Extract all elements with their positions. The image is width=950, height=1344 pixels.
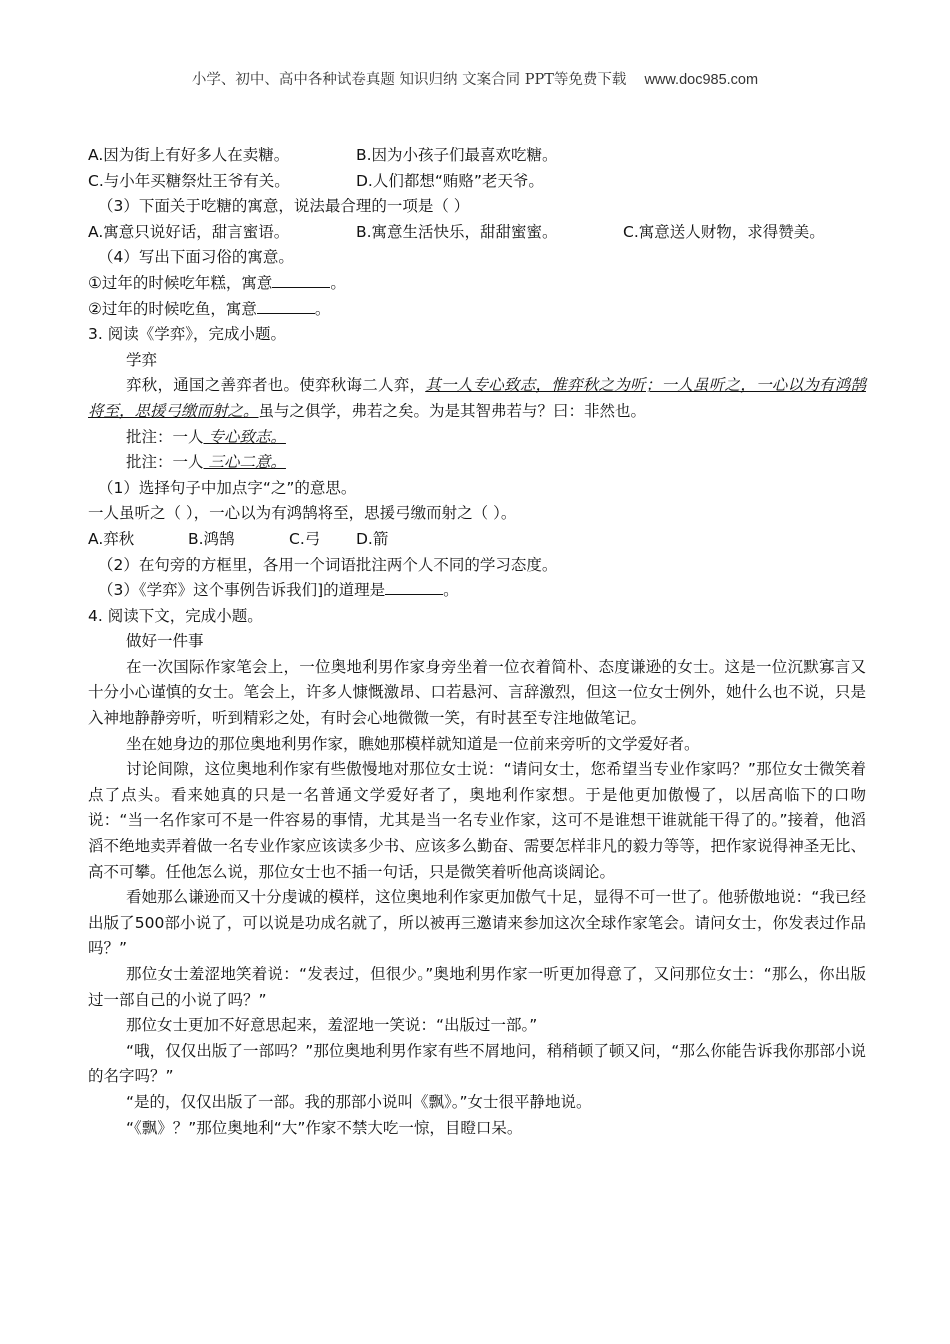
q3-sub-1-options bbox=[88, 527, 866, 553]
q4-paragraph: “是的，仅仅出版了一部。我的那部小说叫《飘》。”女士很平静地说。 bbox=[126, 1092, 592, 1111]
q3-note-2 bbox=[88, 450, 866, 476]
header-text: 小学、初中、高中各种试卷真题 知识归纳 文案合同 PPT等免费下载 bbox=[191, 72, 627, 88]
q3-passage bbox=[88, 373, 866, 424]
answer-blank[interactable] bbox=[272, 273, 330, 288]
answer-blank[interactable] bbox=[257, 299, 315, 314]
q2-4-item-1 bbox=[88, 271, 866, 297]
q4-paragraph: 坐在她身边的那位奥地利男作家，瞧她那模样就知道是一位前来旁听的文学爱好者。 bbox=[126, 734, 700, 753]
note-label: 批注：一人 bbox=[126, 427, 204, 446]
item-text: ②过年的时候吃鱼，寓意 bbox=[88, 299, 257, 318]
q3-sub-1: （1）选择句子中加点字“之”的意思。 bbox=[98, 478, 357, 497]
q3-sub-2: （2）在句旁的方框里，各用一个词语批注两个人不同的学习态度。 bbox=[98, 555, 558, 574]
item-end: 。 bbox=[314, 299, 331, 318]
option-b: B.鸿鹄 bbox=[188, 529, 235, 548]
q2-4-stem: （4）写出下面习俗的寓意。 bbox=[98, 248, 294, 267]
option-a: A.因为街上有好多人在卖糖。 bbox=[88, 146, 290, 164]
q2-options-row-2 bbox=[88, 169, 866, 195]
sub-end: 。 bbox=[443, 581, 459, 600]
note-answer: 三心二意。 bbox=[203, 453, 286, 472]
q2-3-stem: （3）下面关于吃糖的寓意，说法最合理的一项是（ ） bbox=[98, 197, 470, 216]
q4-paragraph: 那位女士更加不好意思起来，羞涩地一笑说：“出版过一部。” bbox=[126, 1016, 538, 1035]
header-site[interactable]: www.doc985.com bbox=[644, 72, 759, 88]
option-d: D.人们都想“贿赂”老天爷。 bbox=[356, 171, 544, 190]
q3-note-1 bbox=[88, 425, 866, 451]
note-answer: 专心致志。 bbox=[203, 427, 286, 446]
underlined-text: 有鸿鹄将至，思援弓缴而射之。 bbox=[88, 376, 866, 420]
q4-paragraph: 看她那么谦逊而又十分虔诚的模样，这位奥地利作家更加傲气十足，显得不可一世了。他骄傲地说：“我已经出版了500部小说了，可以说是功成名就了，所以被再三邀请来参加这次全球作家笔会。请问女士，你发表过作品吗？” bbox=[88, 888, 866, 958]
sub-text: （3）《学弈》这个事例告诉我们]的道理是 bbox=[98, 581, 386, 600]
q4-paragraph: 那位女士羞涩地笑着说：“发表过，但很少。”奥地利男作家一听更加得意了，又问那位女士：“那么，你出版过一部自己的小说了吗？” bbox=[88, 965, 866, 1009]
q4-stem: 4. 阅读下文，完成小题。 bbox=[88, 606, 263, 625]
q2-4-item-2 bbox=[88, 297, 866, 323]
option-c: C.寓意送人财物，求得赞美。 bbox=[623, 222, 825, 241]
underlined-text: 其一人专心致志，惟弈秋之为听；一人虽听之，一心以为 bbox=[425, 376, 819, 395]
option-c: C.与小年买糖祭灶王爷有关。 bbox=[88, 171, 290, 190]
q4-paragraph: “哦，仅仅出版了一部吗？”那位奥地利男作家有些不屑地问，稍稍顿了顿又问，“那么你能告诉我你那部小说的名字吗？” bbox=[88, 1041, 866, 1086]
item-end: 。 bbox=[330, 273, 346, 292]
q4-paragraph: “《飘》？”那位奥地利“大”作家不禁大吃一惊，目瞪口呆。 bbox=[126, 1118, 523, 1137]
option-d: D.箭 bbox=[356, 529, 389, 548]
q2-3-options bbox=[88, 220, 866, 246]
q3-sub-3 bbox=[88, 578, 866, 604]
q4-paragraph: 讨论间隙，这位奥地利作家有些傲慢地对那位女士说：“请问女士，您希望当专业作家吗？”那位女士微笑着点了点头。看来她真的只是一名普通文学爱好者了，奥地利作家想。于是他更加傲慢了，以居高临下的口吻说：“当一名作家可不是一件容易的事情，尤其是当一名专业作家，这可不是谁想干谁就能干得了的。”接着，他滔滔不绝地卖弄着做一名专业作家应该读多少书、应该多么勤奋、需要怎样非凡的毅力等等，把作家说得神圣无比、高不可攀。任他怎么说，那位女士也不插一句话，只是微笑着听他高谈阔论。 bbox=[88, 760, 866, 881]
q2-options-row-1 bbox=[88, 143, 866, 169]
passage-text: 弈秋，通国之善弈者也。使弈秋诲二人弈， bbox=[126, 376, 426, 395]
q3-sub-1-sentence: 一人虽听之（ ），一心以为有鸿鹄将至，思援弓缴而射之（ ）。 bbox=[88, 504, 517, 523]
q3-stem: 3. 阅读《学弈》，完成小题。 bbox=[88, 325, 286, 344]
passage-text: 虽与之俱学，弗若之矣。为是其智弗若与？曰：非然也。 bbox=[258, 401, 647, 420]
q4-paragraph: 在一次国际作家笔会上，一位奥地利男作家身旁坐着一位衣着简朴、态度谦逊的女士。这是一位沉默寡言又十分小心谨慎的女士。笔会上，许多人慷慨激昂、口若悬河、言辞激烈，但这一位女士例外，她什么也不说，只是入神地静静旁听，听到精彩之处，有时会心地微微一笑，有时甚至专注地做笔记。 bbox=[88, 657, 866, 728]
item-text: ①过年的时候吃年糕，寓意 bbox=[88, 273, 273, 292]
q4-passage-title: 做好一件事 bbox=[126, 632, 204, 651]
option-c: C.弓 bbox=[289, 529, 321, 548]
note-label: 批注：一人 bbox=[126, 453, 204, 472]
q3-passage-title: 学弈 bbox=[126, 350, 158, 369]
option-b: B.因为小孩子们最喜欢吃糖。 bbox=[356, 146, 558, 164]
document-body bbox=[88, 143, 866, 1141]
option-a: A.弈秋 bbox=[88, 529, 135, 548]
option-b: B.寓意生活快乐，甜甜蜜蜜。 bbox=[356, 222, 558, 241]
answer-blank[interactable] bbox=[385, 580, 443, 595]
page-header bbox=[0, 68, 950, 89]
option-a: A.寓意只说好话，甜言蜜语。 bbox=[88, 222, 290, 241]
